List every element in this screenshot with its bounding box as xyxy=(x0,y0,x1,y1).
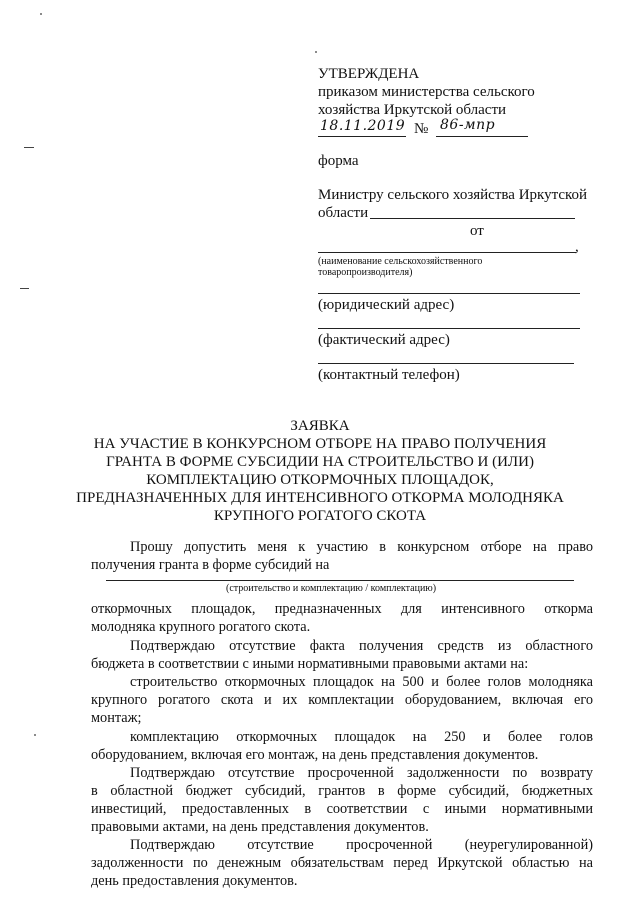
paragraph-4-line-1: комплектацию откормочных площадок на 250 и более голов xyxy=(130,729,593,745)
scan-dot xyxy=(40,13,42,15)
document-title-4: КОМПЛЕКТАЦИЮ ОТКОРМОЧНЫХ ПЛОЩАДОК, xyxy=(146,472,494,488)
applicant-name-line xyxy=(318,252,576,253)
paragraph-6-line-2: задолженности по денежным обязательствам перед Иркутской областью на xyxy=(91,855,593,871)
legal-address-line xyxy=(318,293,580,294)
phone-line xyxy=(318,363,574,364)
subsidy-type-line xyxy=(106,580,574,581)
paragraph-1-line-1: Прошу допустить меня к участию в конкурсном отборе на право xyxy=(130,539,593,555)
date-underline xyxy=(318,136,406,137)
paragraph-1-line-2: получения гранта в форме субсидий на xyxy=(91,557,330,573)
paragraph-3-line-2: крупного рогатого скота и их комплектации оборудованием, включая его xyxy=(91,692,593,708)
paragraph-5-line-3: инвестиций, предоставленных в соответствии с иными нормативными xyxy=(91,801,593,817)
paragraph-5-line-2: в областной бюджет субсидий, грантов в форме субсидий, бюджетных xyxy=(91,783,593,799)
paragraph-4-line-2: оборудованием, включая его монтаж, на день представления документов. xyxy=(91,747,539,763)
actual-address-line xyxy=(318,328,580,329)
paragraph-2-line-2: бюджета в соответствии с иными нормативными правовыми актами на: xyxy=(91,656,529,672)
applicant-note-1: (наименование сельскохозяйственного xyxy=(318,256,483,267)
subsidy-type-note: (строительство и комплектацию / комплектацию) xyxy=(226,583,437,594)
applicant-note-2: товаропроизводителя) xyxy=(318,267,413,278)
paragraph-1-line-3: откормочных площадок, предназначенных для интенсивного откорма xyxy=(91,601,593,617)
document-title-1: ЗАЯВКА xyxy=(290,418,350,434)
paragraph-3-line-1: строительство откормочных площадок на 500 и более голов молодняка xyxy=(130,674,593,690)
paragraph-5-line-1: Подтверждаю отсутствие просроченной задолженности по возврату xyxy=(130,765,593,781)
applicant-comma: , xyxy=(575,239,579,255)
approval-number: 86-мпр xyxy=(440,117,496,133)
scan-dot xyxy=(315,51,317,53)
paragraph-1-line-4: молодняка крупного рогатого скота. xyxy=(91,619,311,635)
scan-mark xyxy=(24,147,34,148)
scan-mark xyxy=(20,288,29,289)
addressee-name-line xyxy=(370,218,575,219)
phone-label: (контактный телефон) xyxy=(318,367,460,383)
form-label: форма xyxy=(318,153,359,169)
paragraph-6-line-1: Подтверждаю отсутствие просроченной (неурегулированной) xyxy=(130,837,593,853)
number-sign: № xyxy=(414,121,429,137)
approval-heading: УТВЕРЖДЕНА xyxy=(318,66,420,82)
approval-line-1: приказом министерства сельского xyxy=(318,84,535,100)
paragraph-2-line-1: Подтверждаю отсутствие факта получения средств из областного xyxy=(130,638,593,654)
document-title-2: НА УЧАСТИЕ В КОНКУРСНОМ ОТБОРЕ НА ПРАВО ПОЛУЧЕНИЯ xyxy=(93,436,547,452)
paragraph-6-line-3: день предоставления документов. xyxy=(91,873,298,889)
approval-date: 18.11.2019 xyxy=(320,118,406,134)
scan-dot xyxy=(34,734,36,736)
number-underline xyxy=(436,136,528,137)
from-label: от xyxy=(470,223,484,239)
addressee-line-2: области xyxy=(318,205,369,221)
addressee-line-1: Министру сельского хозяйства Иркутской xyxy=(318,187,588,203)
actual-address-label: (фактический адрес) xyxy=(318,332,450,348)
approval-line-2: хозяйства Иркутской области xyxy=(318,102,507,118)
legal-address-label: (юридический адрес) xyxy=(318,297,455,313)
document-title-5: ПРЕДНАЗНАЧЕННЫХ ДЛЯ ИНТЕНСИВНОГО ОТКОРМА МОЛОДНЯКА xyxy=(76,490,564,506)
document-title-3: ГРАНТА В ФОРМЕ СУБСИДИИ НА СТРОИТЕЛЬСТВО И (ИЛИ) xyxy=(106,454,534,470)
paragraph-5-line-4: правовыми актами, на день представления документов. xyxy=(91,819,429,835)
document-title-6: КРУПНОГО РОГАТОГО СКОТА xyxy=(213,508,427,524)
paragraph-3-line-3: монтаж; xyxy=(91,710,142,726)
